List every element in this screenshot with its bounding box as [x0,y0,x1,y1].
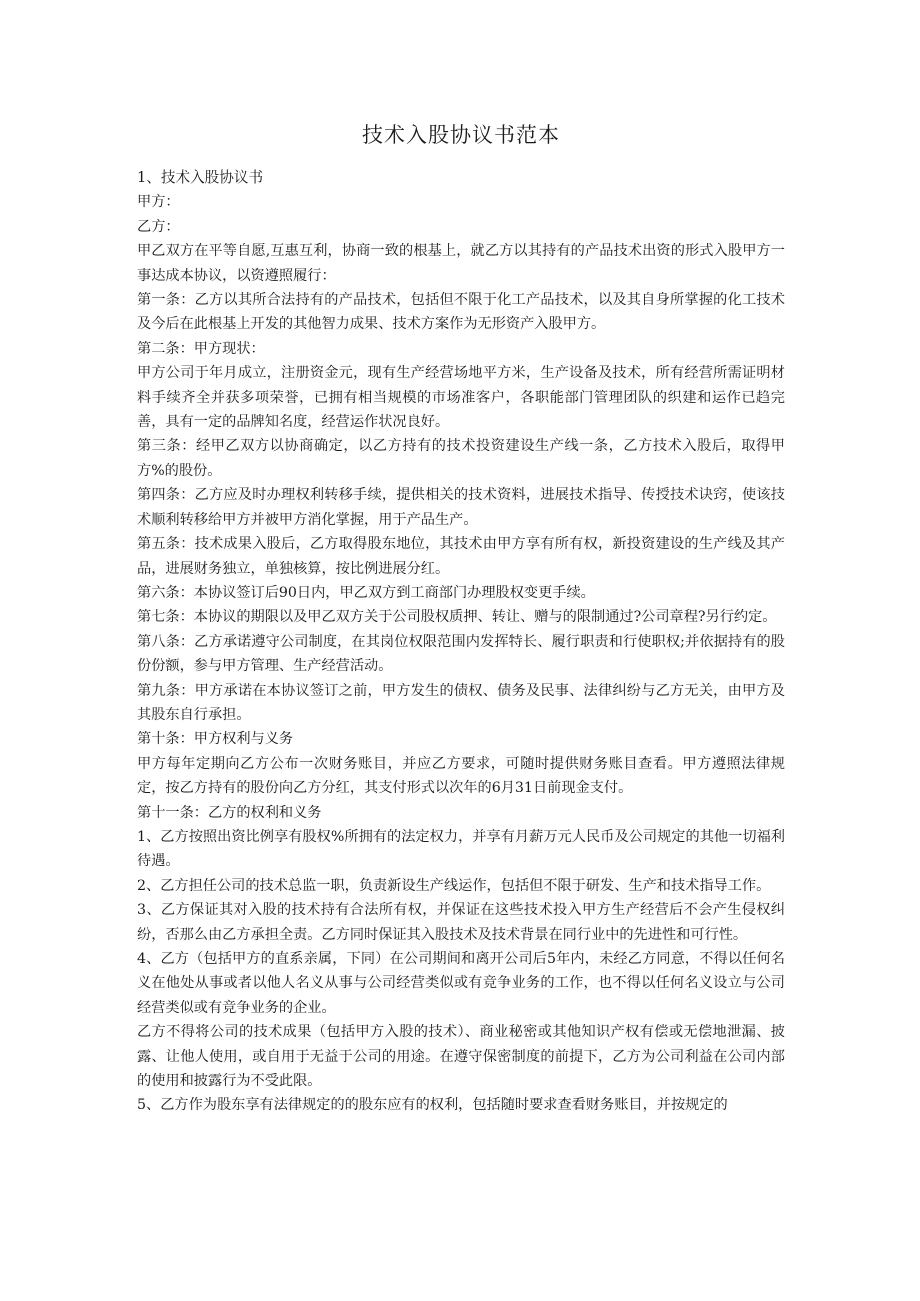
article-11-item-4-continued: 乙方不得将公司的技术成果（包括甲方入股的技术）、商业秘密或其他知识产权有偿或无偿地泄漏、披露、让他人使用，或自用于无益于公司的用途。在遵守保密制度的前提下，乙方为公司利益在公司内部的使用和披露行为不受此限。 [137,1024,785,1090]
article-8: 第八条：乙方承诺遵守公司制度，在其岗位权限范围内发挥特长、履行职责和行使职权;并依据持有的股份份额，参与甲方管理、生产经营活动。 [137,633,785,675]
document-body [137,166,785,1118]
article-9: 第九条：甲方承诺在本协议签订之前，甲方发生的债权、债务及民事、法律纠纷与乙方无关，由甲方及其股东自行承担。 [137,682,785,723]
document-page [137,120,785,1118]
document-title: 技术入股协议书范本 [362,123,560,147]
article-11-item-3: 3、乙方保证其对入股的技术持有合法所有权，并保证在这些技术投入甲方生产经营后不会产生侵权纠纷，否那么由乙方承担全责。乙方同时保证其入股技术及技术背景在同行业中的先进性和可行性。 [137,902,785,943]
article-7: 第七条：本协议的期限以及甲乙双方关于公司股权质押、转让、赠与的限制通过?公司章程?另行约定。 [137,609,777,626]
section-heading: 1、技术入股协议书 [137,169,264,186]
article-5: 第五条：技术成果入股后，乙方取得股东地位，其技术由甲方享有所有权，新投资建设的生产线及其产品，进展财务独立，单独核算，按比例进展分红。 [137,536,785,577]
article-10-heading: 第十条：甲方权利与义务 [137,731,294,748]
article-11-item-1: 1、乙方按照出资比例享有股权%所拥有的法定权力，并享有月薪万元人民币及公司规定的其他一切福利待遇。 [137,828,785,870]
party-a-line: 甲方： [137,194,180,211]
article-6: 第六条：本协议签订后90日内，甲乙双方到工商部门办理股权变更手续。 [137,584,595,601]
article-4: 第四条：乙方应及时办理权利转移手续，提供相关的技术资料，进展技术指导、传授技术诀窍，使该技术顺利转移给甲方并被甲方消化掌握，用于产品生产。 [137,487,785,528]
article-11-item-5: 5、乙方作为股东享有法律规定的的股东应有的权利，包括随时要求查看财务账目，并按规定的 [137,1097,728,1114]
party-b-line: 乙方： [137,218,180,235]
article-3: 第三条：经甲乙双方以协商确定，以乙方持有的技术投资建设生产线一条，乙方技术入股后，取得甲方%的股份。 [137,438,785,479]
article-11-item-4: 4、乙方（包括甲方的直系亲属，下同）在公司期间和离开公司后5年内，未经乙方同意，不得以任何名义在他处从事或者以他人名义从事与公司经营类似或有竞争业务的工作，也不得以任何名义设立与公司经营类似或有竞争业务的企业。 [137,951,785,1016]
article-2-heading: 第二条：甲方现状： [137,340,265,357]
article-11-item-2: 2、乙方担任公司的技术总监一职，负责新设生产线运作，包括但不限于研发、生产和技术指导工作。 [137,877,771,894]
article-2-body: 甲方公司于年月成立，注册资金元，现有生产经营场地平方米，生产设备及技术，所有经营所需证明材料手续齐全并获多项荣誉，已拥有相当规模的市场准客户，各职能部门管理团队的织建和运作已趋完善，具有一定的品牌知名度，经营运作状况良好。 [137,365,785,431]
preamble-paragraph: 甲乙双方在平等自愿,互惠互利，协商一致的根基上，就乙方以其持有的产品技术出资的形式入股甲方一事达成本协议，以资遵照履行： [137,243,785,284]
article-1: 第一条：乙方以其所合法持有的产品技术，包括但不限于化工产品技术，以及其自身所掌握的化工技术及今后在此根基上开发的其他智力成果、技术方案作为无形资产入股甲方。 [137,292,785,333]
article-11-heading: 第十一条：乙方的权利和义务 [137,804,322,821]
article-10-body: 甲方每年定期向乙方公布一次财务账目，并应乙方要求，可随时提供财务账目查看。甲方遵照法律规定，按乙方持有的股份向乙方分红，其支付形式以次年的6月31日前现金支付。 [137,755,785,797]
